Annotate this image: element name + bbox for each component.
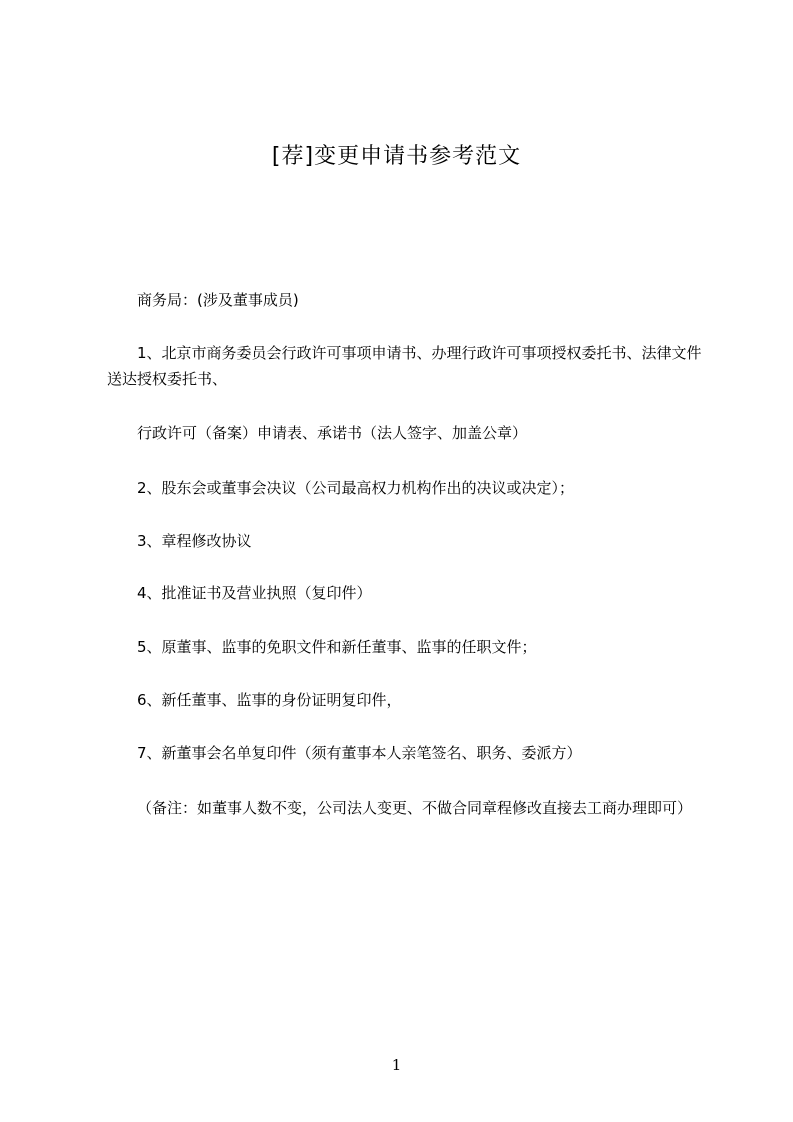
list-item-4: 4、批准证书及营业执照（复印件）: [137, 584, 372, 602]
list-item-5: 5、原董事、监事的免职文件和新任董事、监事的任职文件；: [137, 638, 537, 656]
addressee-line: 商务局：(涉及董事成员): [137, 291, 299, 309]
note-paragraph: （备注：如董事人数不变，公司法人变更、不做合同章程修改直接去工商办理即可）: [137, 799, 693, 817]
page-number: 1: [391, 1056, 402, 1074]
document-title: [荐]变更申请书参考范文: [271, 144, 522, 169]
list-item-1: 1、北京市商务委员会行政许可事项申请书、办理行政许可事项授权委托书、法律文件送达授权委托书、: [107, 344, 702, 388]
list-item-7: 7、新董事会名单复印件（须有董事本人亲笔签名、职务、委派方）: [137, 744, 582, 762]
list-item-2: 2、股东会或董事会决议（公司最高权力机构作出的决议或决定）；: [137, 479, 575, 497]
list-item-6: 6、新任董事、监事的身份证明复印件，: [137, 691, 402, 709]
list-item-1-continued: 行政许可（备案）申请表、承诺书（法人签字、加盖公章）: [137, 424, 528, 442]
list-item-3: 3、章程修改协议: [137, 532, 252, 550]
